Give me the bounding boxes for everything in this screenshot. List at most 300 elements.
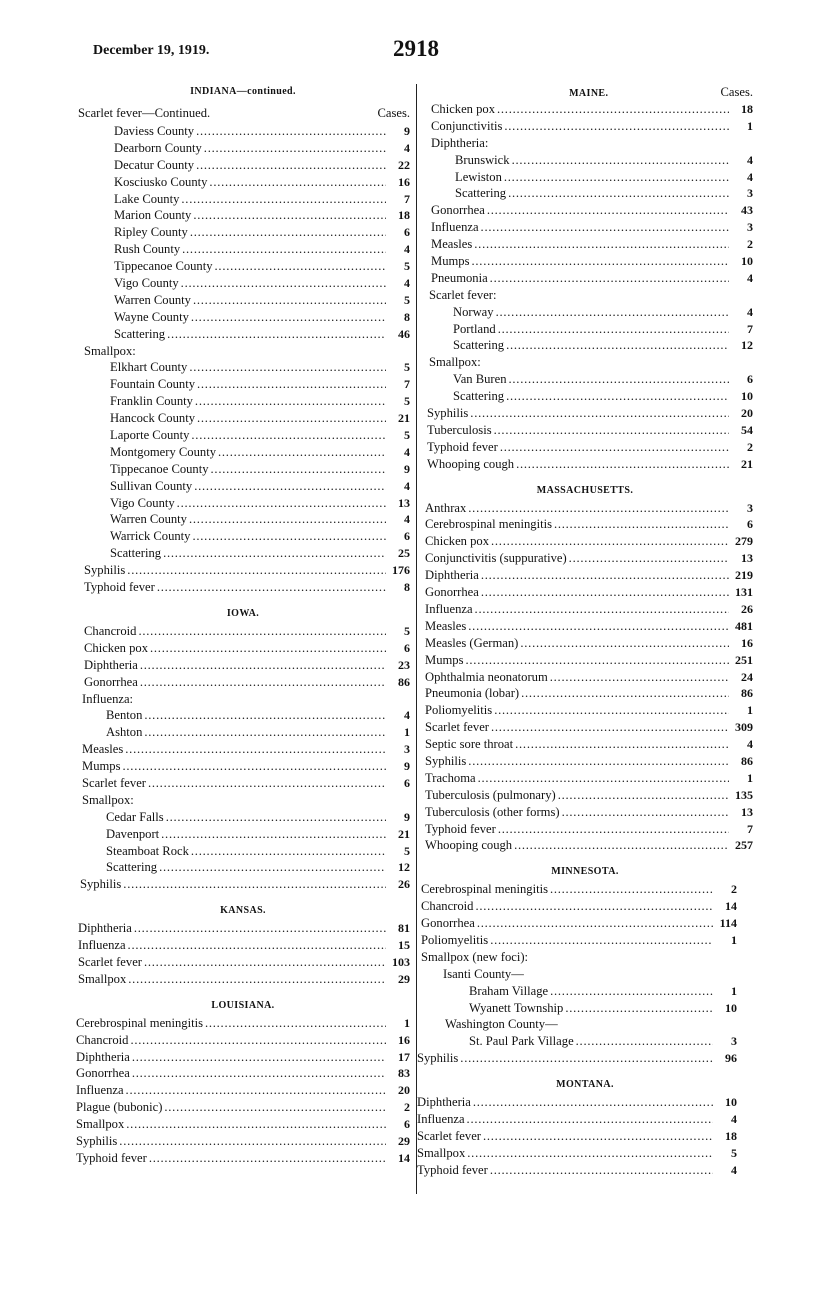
dot-leader bbox=[125, 741, 386, 758]
section-title-montana: MONTANA. bbox=[556, 1079, 614, 1091]
table-row bbox=[82, 640, 410, 657]
row-label: Pneumonia (lobar) bbox=[425, 686, 520, 701]
maine-diphtheria-label bbox=[429, 135, 753, 152]
row-value: 16 bbox=[398, 174, 410, 189]
dot-leader bbox=[181, 275, 386, 292]
row-value: 3 bbox=[747, 500, 753, 515]
table-row bbox=[76, 971, 410, 988]
table-row bbox=[80, 495, 410, 512]
row-value: 12 bbox=[398, 860, 410, 875]
iowa-measles bbox=[80, 741, 410, 758]
row-value: 25 bbox=[398, 546, 410, 561]
dot-leader bbox=[144, 707, 386, 724]
table-row bbox=[423, 736, 753, 753]
dot-leader bbox=[209, 174, 386, 191]
row-label: Ashton bbox=[106, 725, 143, 740]
row-value: 18 bbox=[398, 208, 410, 223]
table-row bbox=[417, 983, 737, 1000]
table-row bbox=[423, 837, 753, 854]
dot-leader bbox=[498, 821, 729, 838]
row-value: 13 bbox=[741, 804, 753, 819]
maine-influenza bbox=[429, 219, 753, 236]
subheading: Scarlet fever: bbox=[429, 287, 497, 302]
dot-leader bbox=[504, 169, 729, 186]
dot-leader bbox=[191, 427, 386, 444]
row-value: 8 bbox=[404, 580, 410, 595]
row-value: 9 bbox=[404, 809, 410, 824]
row-label: Rush County bbox=[114, 242, 181, 257]
row-label: Scattering bbox=[453, 389, 505, 404]
row-value: 5 bbox=[404, 360, 410, 375]
dot-leader bbox=[562, 804, 729, 821]
row-value: 23 bbox=[398, 657, 410, 672]
dot-leader bbox=[470, 405, 729, 422]
maine-mumps bbox=[429, 253, 753, 270]
row-label: Typhoid fever bbox=[427, 439, 498, 454]
row-label: Brunswick bbox=[455, 152, 510, 167]
maine-typhoid bbox=[425, 439, 753, 456]
table-row bbox=[76, 920, 410, 937]
dot-leader bbox=[138, 623, 386, 640]
table-row bbox=[423, 550, 753, 567]
dot-leader bbox=[163, 545, 386, 562]
table-row bbox=[62, 174, 410, 191]
indiana-scarlet-header bbox=[76, 105, 410, 123]
row-value: 2 bbox=[747, 237, 753, 252]
row-label: Syphilis bbox=[427, 406, 469, 421]
dot-leader bbox=[509, 371, 729, 388]
row-label: Influenza bbox=[417, 1111, 465, 1126]
row-value: 9 bbox=[404, 461, 410, 476]
table-row bbox=[423, 669, 753, 686]
row-value: 9 bbox=[404, 124, 410, 138]
table-row bbox=[415, 1094, 737, 1111]
minnesota-gonorrhea bbox=[419, 915, 737, 932]
row-label: Chicken pox bbox=[425, 534, 490, 549]
table-row bbox=[417, 1000, 737, 1017]
iowa-smallpox-label bbox=[80, 792, 410, 809]
dot-leader bbox=[191, 309, 386, 326]
row-value: 10 bbox=[725, 1095, 737, 1110]
row-label: Typhoid fever bbox=[76, 1150, 147, 1165]
dot-leader bbox=[490, 1162, 713, 1179]
row-label: Tuberculosis (pulmonary) bbox=[425, 787, 556, 802]
row-label: Typhoid fever bbox=[84, 580, 155, 595]
dot-leader bbox=[134, 920, 386, 937]
table-row bbox=[80, 478, 410, 495]
table-row bbox=[423, 337, 753, 354]
row-label: Measles bbox=[431, 237, 473, 252]
maine-scarlet-label bbox=[427, 287, 753, 304]
row-value: 16 bbox=[398, 1032, 410, 1047]
row-label: Poliomyelitis bbox=[425, 703, 493, 718]
table-row bbox=[425, 185, 753, 202]
minnesota-chancroid bbox=[419, 898, 737, 915]
dot-leader bbox=[157, 579, 386, 596]
row-label: Dearborn County bbox=[114, 140, 202, 155]
table-row bbox=[415, 1162, 737, 1179]
row-label: Cerebrospinal meningitis bbox=[421, 882, 548, 897]
row-value: 103 bbox=[392, 954, 410, 969]
dot-leader bbox=[194, 478, 386, 495]
row-value: 6 bbox=[404, 640, 410, 655]
row-value: 21 bbox=[398, 411, 410, 426]
row-value: 15 bbox=[398, 938, 410, 953]
dot-leader bbox=[193, 207, 386, 224]
row-value: 26 bbox=[398, 877, 410, 892]
row-label: Norway bbox=[453, 304, 494, 319]
row-value: 4 bbox=[404, 140, 410, 155]
row-value: 1 bbox=[747, 770, 753, 785]
table-row bbox=[423, 516, 753, 533]
minnesota-isanti-label bbox=[417, 966, 753, 983]
table-row bbox=[74, 1082, 410, 1099]
row-label: Gonorrhea bbox=[76, 1066, 130, 1081]
row-value: 22 bbox=[398, 157, 410, 172]
row-value: 1 bbox=[747, 703, 753, 718]
row-value: 2 bbox=[731, 882, 737, 897]
dot-leader bbox=[126, 1116, 386, 1133]
iowa-syphilis bbox=[78, 876, 410, 893]
row-value: 3 bbox=[747, 220, 753, 235]
table-row bbox=[74, 1032, 410, 1049]
row-label: Trachoma bbox=[425, 770, 476, 785]
row-value: 4 bbox=[747, 304, 753, 319]
row-label: Vigo County bbox=[110, 495, 175, 510]
row-value: 7 bbox=[404, 377, 410, 392]
table-row bbox=[425, 456, 753, 473]
row-label: Warrick County bbox=[110, 529, 191, 544]
row-value: 6 bbox=[404, 529, 410, 544]
row-value: 2 bbox=[404, 1100, 410, 1115]
row-label: Smallpox bbox=[76, 1117, 125, 1132]
row-value: 6 bbox=[747, 372, 753, 387]
dot-leader bbox=[166, 809, 386, 826]
table-row bbox=[80, 359, 410, 376]
table-row bbox=[76, 954, 410, 971]
row-label: Ripley County bbox=[114, 225, 188, 240]
iowa-influenza-list bbox=[76, 707, 410, 741]
row-value: 6 bbox=[747, 517, 753, 532]
row-value: 8 bbox=[404, 309, 410, 324]
dot-leader bbox=[512, 152, 729, 169]
dot-leader bbox=[481, 219, 729, 236]
row-value: 4 bbox=[404, 512, 410, 527]
row-label: Daviess County bbox=[114, 124, 195, 138]
table-row bbox=[429, 253, 753, 270]
indiana-typhoid bbox=[82, 579, 410, 596]
table-row bbox=[423, 601, 753, 618]
row-label: Benton bbox=[106, 708, 143, 723]
row-value: 13 bbox=[741, 551, 753, 566]
table-row bbox=[423, 702, 753, 719]
row-value: 96 bbox=[725, 1051, 737, 1066]
dot-leader bbox=[474, 236, 729, 253]
row-label: Tuberculosis (other forms) bbox=[425, 804, 560, 819]
dot-leader bbox=[565, 1000, 713, 1017]
row-value: 14 bbox=[398, 1150, 410, 1165]
row-label: Whooping cough bbox=[425, 838, 513, 853]
table-row bbox=[80, 775, 410, 792]
table-row bbox=[62, 275, 410, 292]
row-label: Vigo County bbox=[114, 276, 179, 291]
maine-syphilis bbox=[425, 405, 753, 422]
table-row bbox=[62, 224, 410, 241]
row-value: 86 bbox=[741, 753, 753, 768]
table-row bbox=[429, 118, 753, 135]
row-label: Scattering bbox=[110, 546, 162, 561]
maine-smallpox-list bbox=[423, 371, 753, 405]
row-label: Diphtheria bbox=[76, 1049, 130, 1064]
dot-leader bbox=[150, 640, 386, 657]
dot-leader bbox=[126, 1082, 386, 1099]
row-value: 1 bbox=[404, 725, 410, 740]
dot-leader bbox=[472, 253, 730, 270]
row-value: 5 bbox=[731, 1145, 737, 1160]
row-value: 4 bbox=[747, 270, 753, 285]
cases-column-label: Cases. bbox=[377, 106, 410, 120]
row-value: 4 bbox=[404, 276, 410, 291]
table-row bbox=[429, 236, 753, 253]
table-row bbox=[62, 123, 410, 140]
montana-list bbox=[415, 1094, 737, 1178]
dot-leader bbox=[140, 674, 386, 691]
row-label: Syphilis bbox=[417, 1051, 459, 1066]
table-row bbox=[82, 674, 410, 691]
row-label: Scattering bbox=[455, 186, 507, 201]
row-value: 3 bbox=[731, 1034, 737, 1049]
row-label: Chancroid bbox=[84, 623, 137, 638]
table-row bbox=[423, 388, 753, 405]
maine-whooping bbox=[425, 456, 753, 473]
dot-leader bbox=[516, 456, 729, 473]
iowa-gonorrhea bbox=[82, 674, 410, 691]
row-value: 26 bbox=[741, 601, 753, 616]
table-row bbox=[80, 427, 410, 444]
dot-leader bbox=[128, 971, 386, 988]
row-value: 18 bbox=[741, 102, 753, 116]
row-label: Septic sore throat bbox=[425, 737, 514, 752]
row-value: 6 bbox=[404, 225, 410, 240]
dot-leader bbox=[149, 1150, 386, 1167]
table-row bbox=[80, 528, 410, 545]
dot-leader bbox=[196, 157, 386, 174]
table-row bbox=[423, 321, 753, 338]
maine-conjunctivitis bbox=[429, 118, 753, 135]
row-label: Syphilis bbox=[76, 1133, 118, 1148]
row-value: 81 bbox=[398, 921, 410, 936]
dot-leader bbox=[204, 140, 386, 157]
row-value: 46 bbox=[398, 326, 410, 341]
dot-leader bbox=[211, 461, 386, 478]
dot-leader bbox=[132, 1065, 386, 1082]
row-value: 4 bbox=[747, 737, 753, 752]
table-row bbox=[429, 219, 753, 236]
dot-leader bbox=[487, 202, 729, 219]
row-label: Decatur County bbox=[114, 157, 195, 172]
row-label: Diphtheria bbox=[78, 921, 132, 936]
dot-leader bbox=[550, 983, 713, 1000]
row-value: 86 bbox=[741, 686, 753, 701]
row-label: Chicken pox bbox=[431, 102, 496, 116]
row-value: 4 bbox=[731, 1162, 737, 1177]
table-row bbox=[80, 461, 410, 478]
maine-pneumonia bbox=[429, 270, 753, 287]
table-row bbox=[62, 207, 410, 224]
dot-leader bbox=[218, 444, 386, 461]
row-value: 24 bbox=[741, 669, 753, 684]
row-value: 4 bbox=[747, 169, 753, 184]
table-row bbox=[76, 809, 410, 826]
row-label: Cedar Falls bbox=[106, 809, 164, 824]
row-value: 7 bbox=[404, 191, 410, 206]
maine-scarlet-list bbox=[423, 304, 753, 355]
table-row bbox=[423, 787, 753, 804]
table-row bbox=[415, 1111, 737, 1128]
row-label: Syphilis bbox=[84, 563, 126, 578]
table-row bbox=[76, 843, 410, 860]
dot-leader bbox=[140, 657, 386, 674]
table-row bbox=[80, 376, 410, 393]
page-date: December 19, 1919. bbox=[93, 43, 210, 58]
minnesota-smallpox-label bbox=[419, 949, 753, 966]
dot-leader bbox=[558, 787, 729, 804]
row-label: Steamboat Rock bbox=[106, 843, 189, 858]
iowa-chicken-pox bbox=[82, 640, 410, 657]
row-value: 131 bbox=[735, 585, 753, 600]
table-row bbox=[62, 191, 410, 208]
row-label: Smallpox bbox=[78, 971, 127, 986]
dot-leader bbox=[189, 359, 386, 376]
dot-leader bbox=[494, 422, 729, 439]
table-row bbox=[415, 1050, 737, 1067]
indiana-smallpox-label bbox=[82, 343, 410, 360]
iowa-diphtheria bbox=[82, 657, 410, 674]
row-value: 5 bbox=[404, 843, 410, 858]
dot-leader bbox=[521, 685, 729, 702]
dot-leader bbox=[500, 439, 729, 456]
row-label: Influenza bbox=[76, 1083, 124, 1098]
row-label: Gonorrhea bbox=[431, 203, 485, 218]
row-value: 5 bbox=[404, 259, 410, 274]
dot-leader bbox=[468, 753, 729, 770]
dot-leader bbox=[477, 915, 713, 932]
row-label: Smallpox bbox=[417, 1145, 466, 1160]
dot-leader bbox=[483, 1128, 713, 1145]
dot-leader bbox=[196, 123, 386, 140]
iowa-chancroid bbox=[82, 623, 410, 640]
dot-leader bbox=[554, 516, 729, 533]
dot-leader bbox=[481, 567, 729, 584]
row-value: 21 bbox=[398, 826, 410, 841]
row-label: Montgomery County bbox=[110, 444, 216, 459]
table-row bbox=[76, 826, 410, 843]
dot-leader bbox=[161, 826, 386, 843]
dot-leader bbox=[164, 1099, 386, 1116]
row-value: 4 bbox=[404, 478, 410, 493]
dot-leader bbox=[123, 876, 386, 893]
table-row bbox=[76, 724, 410, 741]
dot-leader bbox=[144, 954, 386, 971]
table-row bbox=[80, 511, 410, 528]
maine-tuberculosis bbox=[425, 422, 753, 439]
dot-leader bbox=[189, 511, 386, 528]
row-value: 10 bbox=[725, 1000, 737, 1015]
table-row bbox=[423, 804, 753, 821]
minnesota-cerebrospinal bbox=[419, 881, 737, 898]
row-label: Syphilis bbox=[80, 877, 122, 892]
row-label: Davenport bbox=[106, 826, 160, 841]
table-row bbox=[76, 937, 410, 954]
row-value: 18 bbox=[725, 1128, 737, 1143]
row-label: Pneumonia bbox=[431, 270, 488, 285]
dot-leader bbox=[119, 1133, 386, 1150]
table-row bbox=[78, 876, 410, 893]
dot-leader bbox=[478, 770, 729, 787]
row-value: 176 bbox=[392, 563, 410, 578]
maine-smallpox-label bbox=[427, 354, 753, 371]
dot-leader bbox=[132, 1049, 386, 1066]
dot-leader bbox=[506, 337, 729, 354]
row-value: 114 bbox=[719, 916, 737, 931]
dot-leader bbox=[481, 584, 729, 601]
table-row bbox=[80, 741, 410, 758]
dot-leader bbox=[159, 859, 386, 876]
row-label: Braham Village bbox=[469, 983, 549, 998]
dot-leader bbox=[123, 758, 387, 775]
row-value: 251 bbox=[735, 652, 753, 667]
subheading: Smallpox: bbox=[429, 355, 481, 370]
minnesota-syphilis bbox=[415, 1050, 737, 1067]
row-value: 7 bbox=[747, 821, 753, 836]
table-row bbox=[80, 545, 410, 562]
row-value: 4 bbox=[404, 242, 410, 257]
dot-leader bbox=[127, 562, 386, 579]
row-value: 17 bbox=[398, 1049, 410, 1064]
row-label: Scarlet fever bbox=[82, 775, 146, 790]
iowa-smallpox-list bbox=[76, 809, 410, 877]
left-column bbox=[76, 83, 410, 1167]
louisiana-list bbox=[74, 1015, 410, 1167]
dot-leader bbox=[205, 1015, 386, 1032]
row-value: 43 bbox=[741, 203, 753, 218]
table-row bbox=[429, 202, 753, 219]
row-value: 5 bbox=[404, 292, 410, 307]
dot-leader bbox=[467, 1111, 713, 1128]
row-label: Fountain County bbox=[110, 377, 196, 392]
row-label: Wyanett Township bbox=[469, 1000, 564, 1015]
row-label: Wayne County bbox=[114, 309, 189, 324]
row-label: Kosciusko County bbox=[114, 174, 208, 189]
dot-leader bbox=[514, 837, 729, 854]
dot-leader bbox=[181, 191, 386, 208]
indiana-syphilis bbox=[82, 562, 410, 579]
row-label: Ophthalmia neonatorum bbox=[425, 669, 548, 684]
row-value: 13 bbox=[398, 495, 410, 510]
row-value: 5 bbox=[404, 394, 410, 409]
table-row bbox=[80, 393, 410, 410]
disease-label: Scarlet fever—Continued. bbox=[78, 106, 211, 120]
dot-leader bbox=[192, 528, 386, 545]
dot-leader bbox=[475, 601, 729, 618]
row-value: 54 bbox=[741, 422, 753, 437]
table-row bbox=[80, 444, 410, 461]
dot-leader bbox=[498, 321, 729, 338]
subheading: Smallpox: bbox=[84, 343, 136, 358]
table-row bbox=[423, 635, 753, 652]
row-value: 257 bbox=[735, 838, 753, 853]
row-label: Syphilis bbox=[425, 753, 467, 768]
